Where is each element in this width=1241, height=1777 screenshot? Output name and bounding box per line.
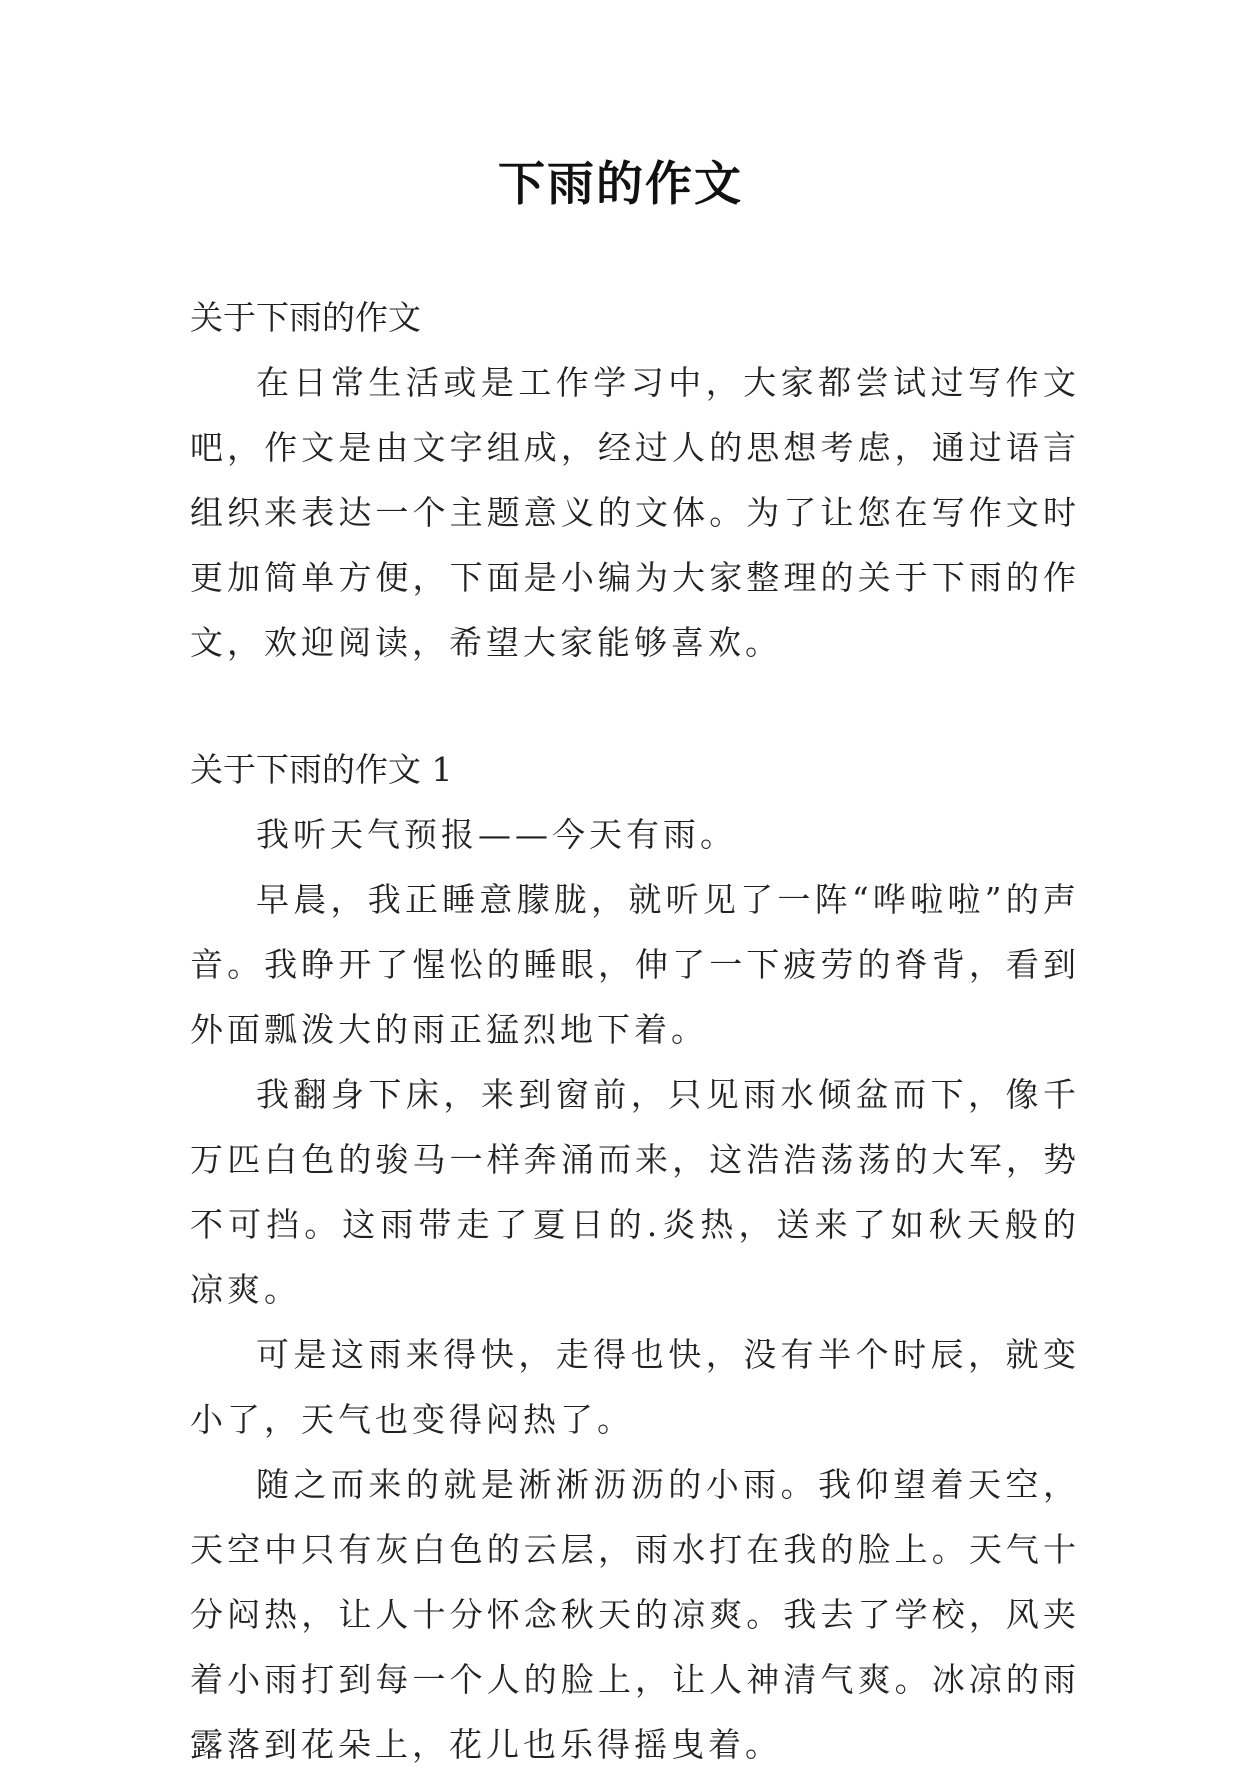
- intro-heading: 关于下雨的作文: [190, 298, 421, 337]
- essay-heading: 关于下雨的作文 1: [190, 750, 453, 789]
- essay-paragraph-1: 我听天气预报——今天有雨。: [256, 815, 737, 854]
- essay-paragraph-4: 可是这雨来得快，走得也快，没有半个时辰，就变小了，天气也变得闷热了。: [190, 1335, 1080, 1439]
- document-body: [190, 285, 1080, 1777]
- intro-paragraph: 在日常生活或是工作学习中，大家都尝试过写作文吧，作文是由文字组成，经过人的思想考虑，通过语言组织来表达一个主题意义的文体。为了让您在写作文时更加简单方便，下面是小编为大家整理的关于下雨的作文，欢迎阅读，希望大家能够喜欢。: [190, 363, 1080, 662]
- section-spacer: [190, 675, 1080, 737]
- essay-paragraph-2: 早晨，我正睡意朦胧，就听见了一阵“哗啦啦”的声音。我睁开了惺忪的睡眼，伸了一下疲劳的脊背，看到外面瓢泼大的雨正猛烈地下着。: [190, 880, 1080, 1049]
- essay-paragraph-3: 我翻身下床，来到窗前，只见雨水倾盆而下，像千万匹白色的骏马一样奔涌而来，这浩浩荡荡的大军，势不可挡。这雨带走了夏日的.炎热，送来了如秋天般的凉爽。: [190, 1075, 1080, 1309]
- essay-paragraph-5: 随之而来的就是淅淅沥沥的小雨。我仰望着天空，天空中只有灰白色的云层，雨水打在我的脸上。天气十分闷热，让人十分怀念秋天的凉爽。我去了学校，风夹着小雨打到每一个人的脸上，让人神清气爽。冰凉的雨露落到花朵上，花儿也乐得摇曳着。: [190, 1465, 1080, 1764]
- document-title: 下雨的作文: [498, 157, 743, 212]
